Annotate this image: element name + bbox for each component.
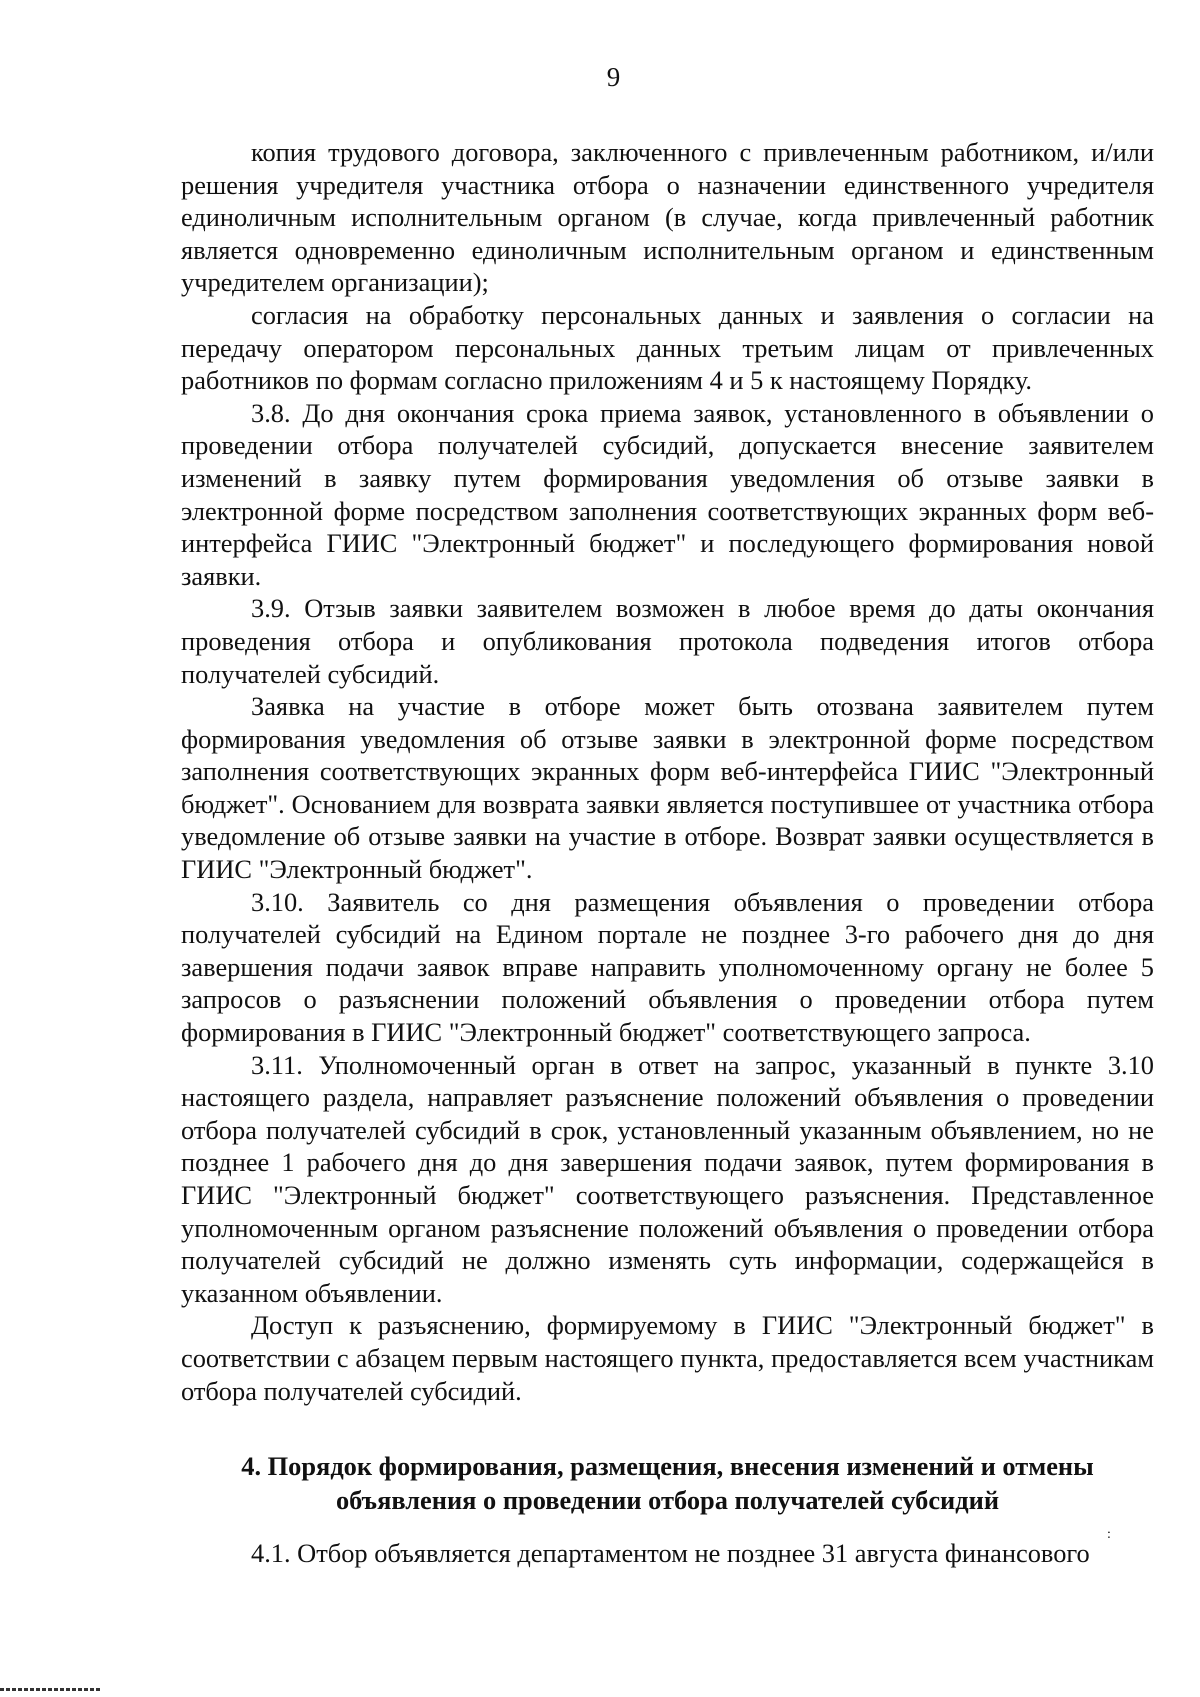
paragraph-clarification-access: Доступ к разъяснению, формируемому в ГИИС "Электронный бюджет" в соответствии с абзацем первым настоящего пункта, предоставляется всем участникам отбора получателей субсидий. — [181, 1310, 1154, 1406]
paragraph-personal-data-consent: согласия на обработку персональных данных и заявления о согласии на передачу оператором персональных данных третьим лицам от привлеченных работников по формам согласно приложениям 4 и 5 к настоящему Порядку. — [181, 299, 1154, 396]
paragraph-employment-contract: копия трудового договора, заключенного с привлеченным работником, и/или решения учредителя участника отбора о назначении единственного учредителя единоличным исполнительным органом (в случае, когда привлеченный работник является одновременно единоличным исполнительным органом и единственным учредителем организации); — [181, 137, 1154, 298]
section-heading-line-2: объявления о проведении отбора получателей субсидий — [335, 1485, 1000, 1516]
page-number: 9 — [606, 62, 621, 92]
section-heading-line-1: 4. Порядок формирования, размещения, внесения изменений и отмены — [241, 1451, 1094, 1482]
paragraph-4-1: 4.1. Отбор объявляется департаментом не позднее 31 августа финансового — [251, 1538, 1090, 1569]
section-heading — [181, 1449, 1154, 1517]
paragraph-3-8: 3.8. До дня окончания срока приема заявок, установленного в объявлении о проведении отбора получателей субсидий, допускается внесение заявителем изменений в заявку путем формирования уведомления об отзыве заявки в электронной форме посредством заполнения соответствующих экранных форм веб-интерфейса ГИИС "Электронный бюджет" и последующего формирования новой заявки. — [181, 397, 1154, 591]
paragraph-3-9: 3.9. Отзыв заявки заявителем возможен в любое время до даты окончания проведения отбора и опубликования протокола подведения итогов отбора получателей субсидий. — [181, 593, 1154, 689]
document-body — [181, 136, 1154, 1570]
paragraph-application-withdrawal: Заявка на участие в отборе может быть отозвана заявителем путем формирования уведомления об отзыве заявки в электронной форме посредством заполнения соответствующих экранных форм веб-интерфейса ГИИС "Электронный бюджет". Основанием для возврата заявки является поступившее от участника отбора уведомление об отзыве заявки на участие в отборе. Возврат заявки осуществляется в ГИИС "Электронный бюджет". — [181, 691, 1154, 885]
paragraph-3-11: 3.11. Уполномоченный орган в ответ на запрос, указанный в пункте 3.10 настоящего раздела, направляет разъяснение положений объявления о проведении отбора получателей субсидий в срок, установленный указанным объявлением, но не позднее 1 рабочего дня до дня завершения подачи заявок, путем формирования в ГИИС "Электронный бюджет" соответствующего разъяснения. Представленное уполномоченным органом разъяснение положений объявления о проведении отбора получателей субсидий не должно изменять суть информации, содержащейся в указанном объявлении. — [181, 1049, 1154, 1308]
scan-artifact-mark: : — [1107, 1527, 1111, 1542]
scan-edge-mark — [0, 1688, 100, 1691]
paragraph-3-10: 3.10. Заявитель со дня размещения объявления о проведении отбора получателей субсидий на Едином портале не позднее 3-го рабочего дня до дня завершения подачи заявок вправе направить уполномоченному органу не более 5 запросов о разъяснении положений объявления о проведении отбора путем формирования в ГИИС "Электронный бюджет" соответствующего запроса. — [181, 886, 1154, 1048]
